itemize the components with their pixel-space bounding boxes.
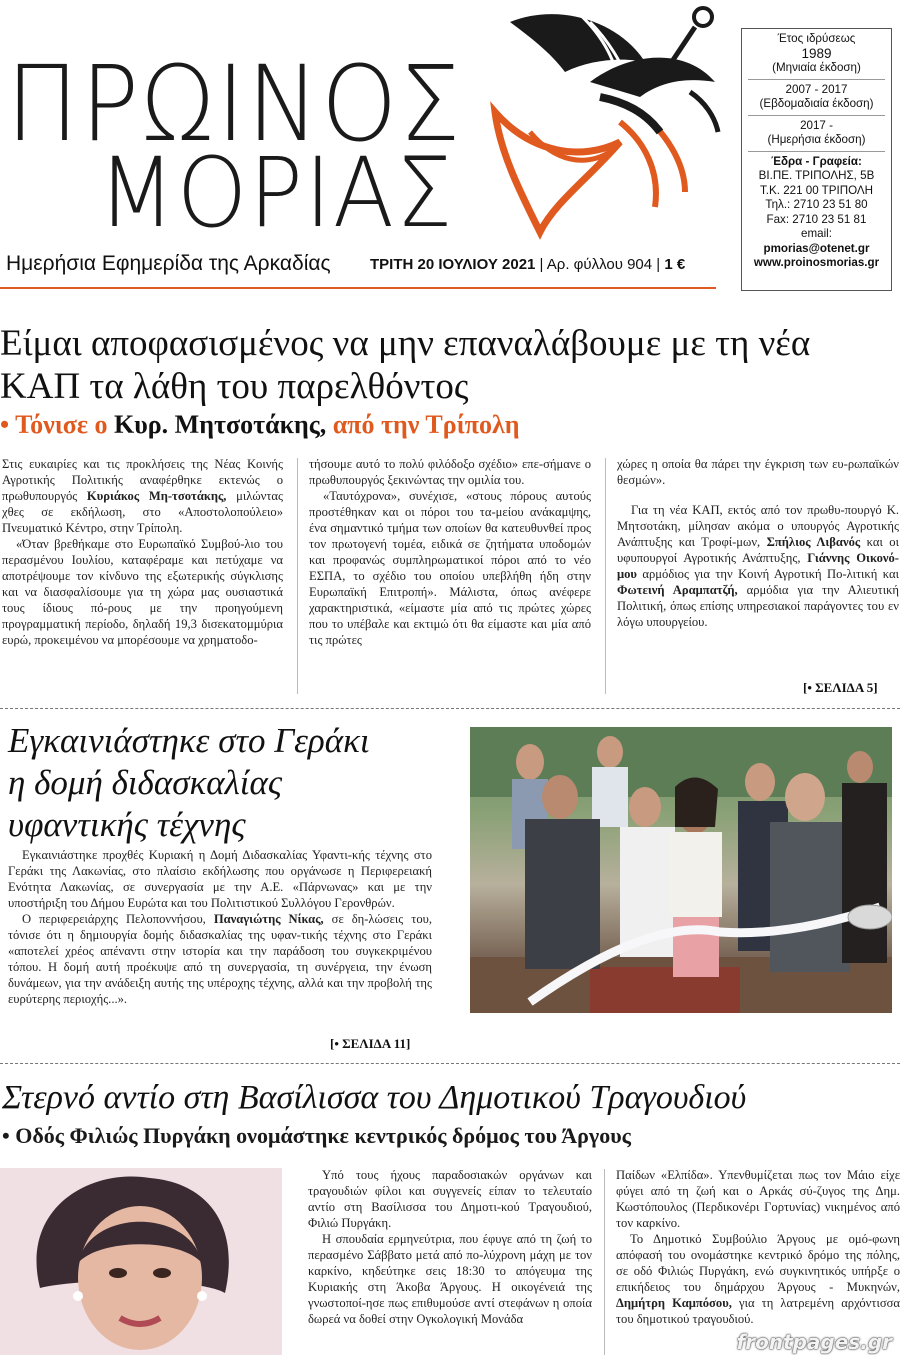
article3-column1: Υπό τους ήχους παραδοσιακών οργάνων και τραγουδιών φίλοι και συγγενείς είπαν το τελευταίο αντίο στη Βασίλισσα του Δημοτι-κού Τραγουδιού, Φιλιώ Πυργάκη. Η σπουδαία ερμηνεύτρια, που έφυγε από τη ζωή το περασμένο Σάββατο μετά από πο-λύχρονη μάχη με τον καρκίνο, κηδεύτηκε σεις 18:30 το απόγευμα της Κυριακής στη Άκοβα Άργους. Η οικογένειά της γνωστοποί-ησε πως επιθυμούσε αντί στεφάνων η οποία δωρεά να δοθεί στην Ογκολογική Μονάδα xyxy=(308,1168,592,1326)
weekly-years: 2007 - 2017 xyxy=(785,82,848,96)
section-divider xyxy=(0,708,900,709)
founded-label: Έτος ιδρύσεως xyxy=(777,32,856,45)
email-address[interactable]: pmorias@otenet.gr xyxy=(763,241,870,255)
article1-subhead xyxy=(0,410,520,440)
masthead-rule xyxy=(0,287,716,289)
name-dimitris-kamposos: Δημήτρη Καμπόσου, xyxy=(616,1296,732,1310)
telephone: Τηλ.: 2710 23 51 80 xyxy=(765,198,868,211)
article2-headline-line2: η δομή διδασκαλίας xyxy=(8,763,283,802)
article1-column1: Στις ευκαιρίες και τις προκλήσεις της Νέας Κοινής Αγροτικής Πολιτικής αναφέρθηκε εκτενώς ο πρωθυπουργός Κυριάκος Μη-τσοτάκης, μιλώντας χθες σε εκδήλωση, στο «Αποστολοπούλειο» Πνευματικό Κέντρο, στην Τρίπολη. «Όταν βρεθήκαμε στο Ευρωπαϊκό Συμβού-λιο του περασμένου Ιουλίου, καταφέραμε και πετύχαμε να αποτρέψουμε τον κίνδυνο της εξωτερικής σύγκλισης και να διασφαλίσουμε για τη χώρα μας ουσιαστικά τους ίδιους πό-ρους με την προηγούμενη προγραμματική περίοδο, δηλαδή 19,3 δισεκατομμύρια ευρώ, προκειμένου να μπορέσουμε να χρηματοδο- xyxy=(2,457,283,647)
section-divider xyxy=(0,1063,900,1064)
column-divider xyxy=(604,1169,605,1355)
article1-subhead-name: Κυρ. Μητσοτάκης, xyxy=(114,410,327,439)
article3-subhead: • Οδός Φιλιώς Πυργάκη ονομάστηκε κεντρικός δρόμος του Άργους xyxy=(2,1123,631,1148)
column-divider xyxy=(605,458,606,694)
article3-headline: Στερνό αντίο στη Βασίλισσα του Δημοτικού Τραγουδιού xyxy=(2,1079,747,1116)
source-watermark: frontpages.gr xyxy=(736,1330,892,1354)
article3-column2: Παίδων «Ελπίδα». Υπενθυμίζεται πως τον Μάιο είχε φύγει από τη ζωή και ο Αρκάς σύ-ζυγος της Δημ. Κωστόπουλος (Περδικονέρι Γορτυνίας) νικημένος από τον καρκίνο. Το Δημοτικό Συμβούλιο Άργους με ομό-φωνη απόφασή του ονομάστηκε κεντρικό δρόμο της πόλης, σε οδό Φιλιώς Πυργάκη, ενώ συγκινητικός υπήρξε ο επικήδειος του δημάρχου Άργους - Μυκηνών, Δημήτρη Καμπόσου, για τη λατρεμένη αρχόντισσα του δημοτικού τραγουδιού. xyxy=(616,1168,900,1326)
article1-subhead-suffix: από την Τρίπολη xyxy=(326,410,520,439)
name-panagiotis-nikas: Παναγιώτης Νίκας, xyxy=(213,912,324,926)
article1-column3: χώρες η οποία θα πάρει την έγκριση των ευ-ρωπαϊκών θεσμών». Για τη νέα ΚΑΠ, εκτός από τον πρωθυ-πουργό Κ. Μητσοτάκη, μίλησαν ακόμα ο υπουργός Αγροτικής Ανάπτυξης και Τροφί-μων, Σπήλιος Λιβανός και οι υφυπουργοί Αγροτικής Ανάπτυξης, Γιάννης Οικονό-μου αρμόδιος για την Κοινή Αγροτική Πο-λιτική και Φωτεινή Αραμπατζή, αρμόδια για την Αλιευτική Πολιτική, όπως επίσης υπηρεσιακοί παράγοντες του εν λόγω υπουργείου. xyxy=(617,457,899,629)
publication-info-box xyxy=(741,28,892,291)
monthly-edition: (Μηνιαία έκδοση) xyxy=(772,61,861,74)
issue-date: ΤΡΙΤΗ 20 ΙΟΥΛΙΟΥ 2021 xyxy=(370,256,536,273)
masthead-logo-line2: ΜΟΡΙΑΣ xyxy=(98,137,455,249)
article2-page-ref[interactable]: [• ΣΕΛΙΔΑ 11] xyxy=(330,1036,411,1051)
article1-column2: τήσουμε αυτό το πολύ φιλόδοξο σχέδιο» επε-σήμανε ο πρωθυπουργός ξεκινώντας την ομιλία του. «Ταυτόχρονα», συνέχισε, «στους πόρους αυτούς προστέθηκαν και οι πόροι του τα-μείου ανάκαμψης, ένα σημαντικό τμήμα των οποίων θα κατευθυνθεί προς τον πρωτογενή τομέα, ειδικά σε ζητήματα υποδομών και προφανώς συμπληρωματικοί πόροι από το νέο ΕΣΠΑ, το σχέδιο του οποίου υπεβλήθη ήδη στην Ευρωπαϊκή Επιτροπή». Μάλιστα, όπως ανέφερε χαρακτηριστικά, «είμαστε μία από τις πρώτες χώρες που το υπέβαλε και εκτιμώ ότι θα είμαστε και μία από τις πρώτες xyxy=(309,457,591,647)
article2-body: Εγκαινιάστηκε προχθές Κυριακή η Δομή Διδασκαλίας Υφαντι-κής τέχνης στο Γεράκι της Λακωνίας, στο πλαίσιο εκδήλωσης που οργάνωσε η Περιφερειακή Ενότητα Λακωνίας, σε συνεργασία με την Α.Ε. «Πάρνωνας» και με την υποστήριξη του Δήμου Ευρώτα και του Πολιτιστικού Συλλόγου Γερονθρών. Ο περιφερειάρχης Πελοποννήσου, Παναγιώτης Νίκας, σε δη-λώσεις του, τόνισε ότι η δημιουργία δομής διδασκαλίας της υφαν-τικής τέχνης στο Γεράκι «αποτελεί χρέος απέναντι στην ιστορία και την παράδοση του συγκεκριμένου τόπου. Η δομή αυτή προέκυψε από τη συνεργασία, τη συνέργεια, την ένωση δυνάμεων, για την ανάδειξη αυτής της υπέροχης τέχνης, αλλά και την προβολή της ευρύτερης περιοχής...». xyxy=(8,848,432,1006)
name-spilios-livanos: Σπήλιος Λιβανός xyxy=(766,535,861,549)
ribbon-cutting-illustration xyxy=(470,727,892,1013)
issue-number: | Αρ. φύλλου 904 | xyxy=(539,256,661,273)
article1-headline-line1: Είμαι αποφασισμένος να μην επαναλάβουμε με τη νέα xyxy=(0,323,811,364)
address-line1: ΒΙ.ΠΕ. ΤΡΙΠΟΛΗΣ, 5Β xyxy=(758,169,875,182)
ribbon-cutting-photo xyxy=(470,727,892,1013)
article1-headline-line2: ΚΑΠ τα λάθη του παρελθόντος xyxy=(0,366,469,407)
article2-headline-line3: υφαντικής τέχνης xyxy=(8,805,246,844)
issue-price: 1 € xyxy=(664,256,686,273)
info-divider xyxy=(748,79,885,80)
name-giannis-oikonomou: Γιάννης Οικονό-μου xyxy=(617,551,899,581)
founded-year: 1989 xyxy=(801,45,832,61)
office-label: Έδρα - Γραφεία: xyxy=(771,154,862,168)
filio-pyrgaki-portrait xyxy=(0,1168,282,1355)
name-foteini-arampatzi: Φωτεινή Αραμπατζή, xyxy=(617,583,738,597)
info-divider xyxy=(748,115,885,116)
info-divider xyxy=(748,151,885,152)
address-line2: Τ.Κ. 221 00 ΤΡΙΠΟΛΗ xyxy=(759,183,873,197)
weekly-edition: (Εβδομαδιαία έκδοση) xyxy=(759,97,874,110)
dove-logo-icon xyxy=(470,2,730,247)
article1-page-ref[interactable]: [• ΣΕΛΙΔΑ 5] xyxy=(803,680,878,695)
article1-subhead-prefix: • Τόνισε ο xyxy=(0,410,115,439)
daily-years: 2017 - xyxy=(800,118,833,132)
daily-edition: (Ημερήσια έκδοση) xyxy=(767,133,866,146)
website-link[interactable]: www.proinosmorias.gr xyxy=(753,256,880,269)
masthead-logo-line1: ΠΡΩΙΝΟΣ xyxy=(6,43,463,165)
masthead-tagline: Ημερήσια Εφημερίδα της Αρκαδίας xyxy=(6,252,331,275)
column-divider xyxy=(297,458,298,694)
masthead-dateline xyxy=(370,256,685,273)
portrait-illustration xyxy=(0,1168,282,1355)
fax: Fax: 2710 23 51 81 xyxy=(766,212,867,226)
email-label: email: xyxy=(801,227,832,240)
name-kyriakos-mitsotakis: Κυριάκος Μη-τσοτάκης, xyxy=(86,489,227,503)
article2-headline-line1: Εγκαινιάστηκε στο Γεράκι xyxy=(8,721,370,760)
